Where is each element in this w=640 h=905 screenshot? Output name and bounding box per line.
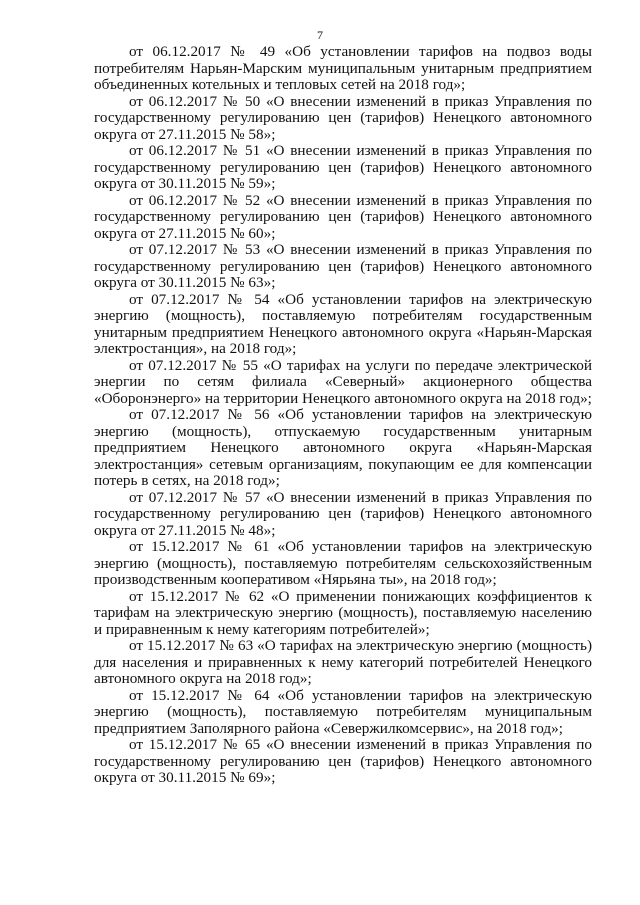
document-body bbox=[94, 44, 592, 787]
list-item: от 15.12.2017 № 62 «О применении понижающих коэффициентов к тарифам на электрическую энергию (мощность), поставляемую населению и приравненным к нему категориям потребителей»; bbox=[94, 587, 592, 638]
list-item: от 15.12.2017 № 65 «О внесении изменений в приказ Управления по государственному регулированию цен (тарифов) Ненецкого автономного округа от 30.11.2015 № 69»; bbox=[94, 736, 592, 786]
list-item: от 06.12.2017 № 49 «Об установлении тарифов на подвоз воды потребителям Нарьян-Марским муниципальным унитарным предприятием объединенных котельных и тепловых сетей на 2018 год»; bbox=[94, 43, 592, 93]
list-item: от 15.12.2017 № 64 «Об установлении тарифов на электрическую энергию (мощность), поставляемую потребителям муниципальным предприятием Заполярного района «Севержилкомсервис», на 2018 год»; bbox=[94, 686, 592, 737]
list-item: от 06.12.2017 № 52 «О внесении изменений в приказ Управления по государственному регулированию цен (тарифов) Ненецкого автономного округа от 27.11.2015 № 60»; bbox=[94, 191, 592, 242]
list-item: от 15.12.2017 № 61 «Об установлении тарифов на электрическую энергию (мощность), поставляемую потребителям сельскохозяйственным производственным кооперативом «Нярьяна ты», на 2018 год»; bbox=[94, 538, 592, 588]
list-item: от 15.12.2017 № 63 «О тарифах на электрическую энергию (мощность) для населения и приравненных к нему категорий потребителей Ненецкого автономного округа на 2018 год»; bbox=[94, 637, 592, 687]
list-item: от 06.12.2017 № 51 «О внесении изменений в приказ Управления по государственному регулированию цен (тарифов) Ненецкого автономного округа от 30.11.2015 № 59»; bbox=[94, 142, 592, 192]
list-item: от 07.12.2017 № 57 «О внесении изменений в приказ Управления по государственному регулированию цен (тарифов) Ненецкого автономного округа от 27.11.2015 № 48»; bbox=[94, 488, 592, 539]
list-item: от 07.12.2017 № 56 «Об установлении тарифов на электрическую энергию (мощность), отпускаемую государственным унитарным предприятием Ненецкого автономного округа «Нарьян-Марская электростанция» сетевым организациям, покупающим ее для компенсации потерь в сетях, на 2018 год»; bbox=[94, 406, 592, 489]
list-item: от 06.12.2017 № 50 «О внесении изменений в приказ Управления по государственному регулированию цен (тарифов) Ненецкого автономного округа от 27.11.2015 № 58»; bbox=[94, 92, 592, 143]
page-number: 7 bbox=[317, 28, 323, 42]
list-item: от 07.12.2017 № 55 «О тарифах на услуги по передаче электрической энергии по сетям филиала «Северный» акционерного общества «Оборонэнерго» на территории Ненецкого автономного округа на 2018 год»; bbox=[94, 356, 592, 407]
list-item: от 07.12.2017 № 53 «О внесении изменений в приказ Управления по государственному регулированию цен (тарифов) Ненецкого автономного округа от 30.11.2015 № 63»; bbox=[94, 241, 592, 291]
list-item: от 07.12.2017 № 54 «Об установлении тарифов на электрическую энергию (мощность), поставляемую потребителям государственным унитарным предприятием Ненецкого автономного округа «Нарьян-Марская электростанция», на 2018 год»; bbox=[94, 290, 592, 357]
